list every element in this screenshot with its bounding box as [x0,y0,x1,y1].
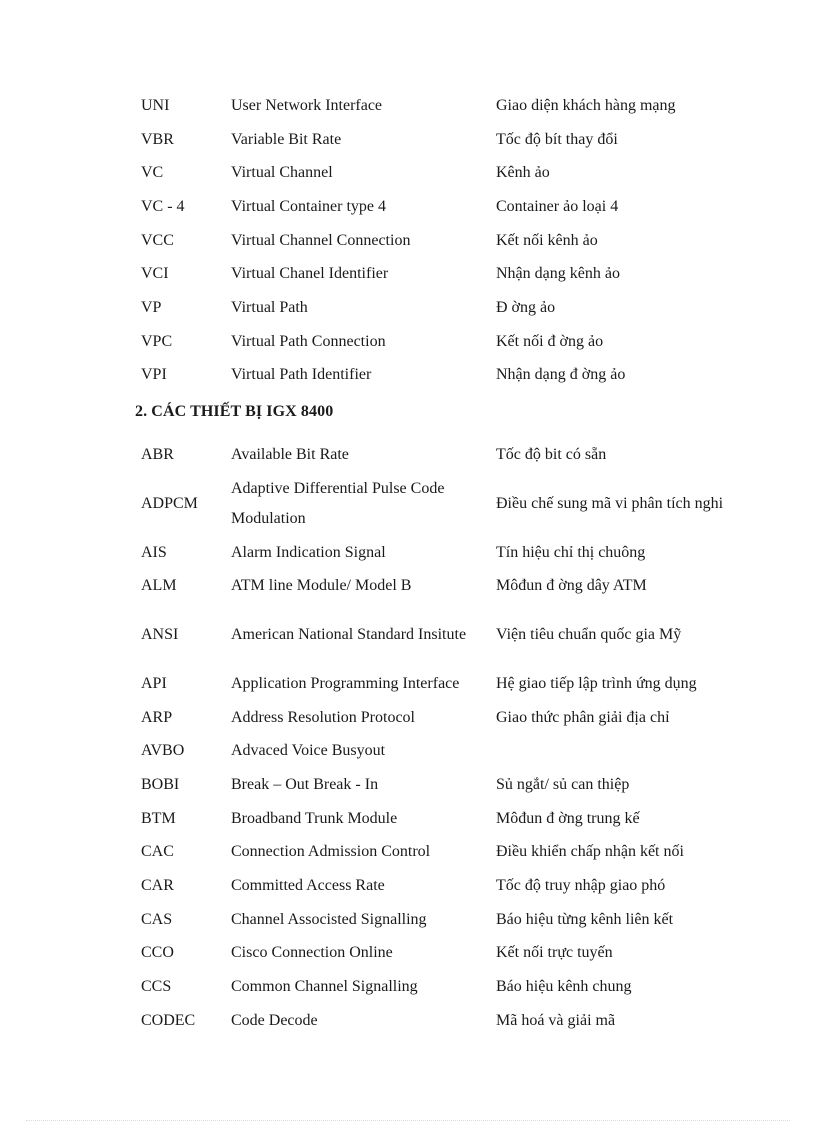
abbreviation-cell: VPI [141,366,167,384]
vietnamese-term-cell: Kết nối trực tuyến [496,944,613,962]
abbreviation-cell: VCC [141,231,174,249]
english-term-cell: Virtual Chanel Identifier [231,265,389,283]
vietnamese-term-cell: Mã hoá và giải mã [496,1011,616,1029]
table-row [134,472,731,536]
english-term-cell: Cisco Connection Online [231,944,393,962]
glossary-table-part-2 [134,438,731,1038]
table-row [134,603,731,667]
vietnamese-term-cell: Tốc độ bít thay đổi [496,130,618,148]
table-row [134,156,731,190]
english-term-cell: Break – Out Break - In [231,775,379,793]
glossary-table-part-1 [134,89,731,392]
abbreviation-cell: ADPCM [141,494,198,512]
table-row [134,768,731,802]
english-term-cell: Adaptive Differential Pulse Code Modulation [231,479,445,527]
table-row [134,438,731,472]
table-row [134,836,731,870]
abbreviation-cell: BTM [141,809,176,827]
english-term-cell: Virtual Channel [231,164,333,182]
vietnamese-term-cell: Giao diện khách hàng mạng [496,96,676,114]
table-row [134,325,731,359]
vietnamese-term-cell: Điều chế sung mã vi phân tích nghi [496,494,724,512]
table-row [134,667,731,701]
vietnamese-term-cell: Báo hiệu từng kênh liên kết [496,910,674,928]
abbreviation-cell: VC - 4 [141,197,185,215]
vietnamese-term-cell: Sủ ngắt/ sủ can thiệp [496,775,630,793]
abbreviation-cell: CCS [141,978,172,996]
english-term-cell: User Network Interface [231,96,383,114]
english-term-cell: Available Bit Rate [231,445,349,463]
english-term-cell: Application Programming Interface [231,674,460,692]
english-term-cell: Virtual Path [231,298,308,316]
vietnamese-term-cell: Kênh ảo [496,164,550,182]
english-term-cell: Advaced Voice Busyout [231,742,386,760]
vietnamese-term-cell: Nhận dạng kênh ảo [496,265,620,283]
vietnamese-term-cell: Container ảo loại 4 [496,197,619,215]
abbreviation-cell: VC [141,164,164,182]
table-row [134,359,731,393]
vietnamese-term-cell: Kết nối kênh ảo [496,231,598,249]
table-row [134,257,731,291]
english-term-cell: Virtual Path Identifier [231,366,372,384]
abbreviation-cell: UNI [141,96,170,114]
abbreviation-cell: AVBO [141,742,185,760]
vietnamese-term-cell: Đ ờng ảo [496,298,556,316]
english-term-cell: Address Resolution Protocol [231,708,415,726]
abbreviation-cell: VCI [141,265,169,283]
english-term-cell: Committed Access Rate [231,877,385,895]
table-row [134,869,731,903]
table-row [134,291,731,325]
vietnamese-term-cell: Điều khiển chấp nhận kết nối [496,843,684,861]
table-row [134,734,731,768]
english-term-cell: Virtual Container type 4 [231,197,386,215]
abbreviation-cell: AIS [141,543,167,561]
table-row [134,802,731,836]
english-term-cell: Virtual Path Connection [231,332,386,350]
table-row [134,937,731,971]
english-term-cell: Common Channel Signalling [231,978,418,996]
vietnamese-term-cell: Tốc độ bit có sẵn [496,445,607,463]
vietnamese-term-cell: Tốc độ truy nhập giao phó [496,877,666,895]
english-term-cell: Channel Associsted Signalling [231,910,427,928]
table-row [134,903,731,937]
vietnamese-term-cell: Báo hiệu kênh chung [496,978,632,996]
abbreviation-cell: BOBI [141,775,180,793]
abbreviation-cell: ABR [141,445,174,463]
vietnamese-term-cell: Kết nối đ ờng ảo [496,332,604,350]
table-row [134,1004,731,1038]
abbreviation-cell: VBR [141,130,174,148]
abbreviation-cell: CAR [141,877,174,895]
abbreviation-cell: VP [141,298,162,316]
table-row [134,970,731,1004]
english-term-cell: Connection Admission Control [231,843,431,861]
table-row [134,190,731,224]
vietnamese-term-cell: Hệ giao tiếp lập trình ứng dụng [496,674,697,692]
english-term-cell: Broadband Trunk Module [231,809,398,827]
english-term-cell: Code Decode [231,1011,318,1029]
vietnamese-term-cell: Nhận dạng đ ờng ảo [496,366,626,384]
table-row [134,536,731,570]
abbreviation-cell: CAC [141,843,174,861]
abbreviation-cell: VPC [141,332,173,350]
english-term-cell: American National Standard Insitute [231,626,467,644]
abbreviation-cell: CAS [141,910,173,928]
table-row [134,89,731,123]
vietnamese-term-cell: Môđun đ ờng trung kế [496,809,640,827]
abbreviation-cell: CODEC [141,1011,196,1029]
vietnamese-term-cell: Giao thức phân giải địa chỉ [496,708,670,726]
table-row [134,569,731,603]
table-row [134,701,731,735]
english-term-cell: Virtual Channel Connection [231,231,411,249]
vietnamese-term-cell: Viện tiêu chuẩn quốc gia Mỹ [496,626,682,644]
table-row [134,224,731,258]
english-term-cell: ATM line Module/ Model B [231,577,412,595]
abbreviation-cell: CCO [141,944,174,962]
abbreviation-cell: ALM [141,577,177,595]
abbreviation-cell: API [141,674,167,692]
abbreviation-cell: ANSI [141,626,179,644]
table-row [134,123,731,157]
page-bottom-divider [26,1120,790,1121]
vietnamese-term-cell [496,734,731,768]
english-term-cell: Alarm Indication Signal [231,543,386,561]
vietnamese-term-cell: Môđun đ ờng dây ATM [496,577,647,595]
abbreviation-cell: ARP [141,708,173,726]
section-heading: 2. CÁC THIẾT BỊ IGX 8400 [135,403,334,420]
vietnamese-term-cell: Tín hiệu chỉ thị chuông [496,543,646,561]
english-term-cell: Variable Bit Rate [231,130,342,148]
